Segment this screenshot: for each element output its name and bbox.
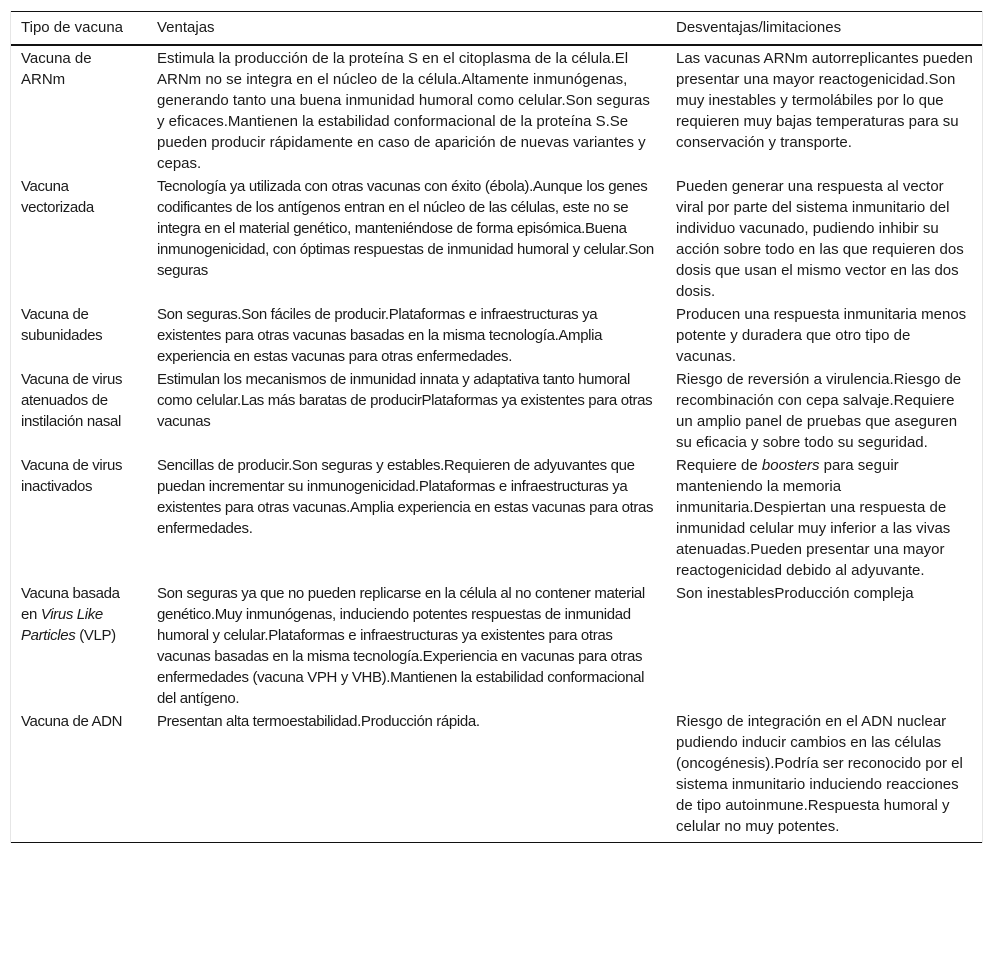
cell-vaccine-type bbox=[11, 581, 147, 709]
table-row-virus-atenuados bbox=[11, 367, 982, 453]
table-body bbox=[11, 45, 982, 843]
text-segment: Vacuna basada en bbox=[21, 585, 120, 623]
table-header bbox=[11, 12, 982, 46]
cell-vaccine-type: Vacuna de virus atenuados de instilación nasal bbox=[21, 371, 123, 430]
vaccine-comparison-table-container bbox=[10, 11, 983, 843]
table-row-arnm bbox=[11, 45, 982, 174]
cell-advantages: Estimulan los mecanismos de inmunidad innata y adaptativa tanto humoral como celular.Las más baratas de producirPlataformas ya existentes para otras vacunas bbox=[157, 371, 653, 430]
emphasis-boosters: boosters bbox=[761, 457, 820, 474]
cell-vaccine-type: Vacuna vectorizada bbox=[21, 178, 94, 216]
cell-advantages: Sencillas de producir.Son seguras y estables.Requieren de adyuvantes que puedan incrementar su inmunogenicidad.Plataformas e infraestructuras ya existentes para otras vacunas.Amplia experiencia en estas vacunas para otras enfermedades. bbox=[157, 457, 654, 537]
text-segment: Requiere de bbox=[676, 457, 762, 474]
header-vaccine-type: Tipo de vacuna bbox=[11, 12, 147, 46]
cell-disadvantages: Riesgo de reversión a virulencia.Riesgo de recombinación con cepa salvaje.Requiere un amplio panel de pruebas que aseguren su eficacia y sobre todo su seguridad. bbox=[676, 371, 962, 451]
cell-advantages: Tecnología ya utilizada con otras vacunas con éxito (ébola).Aunque los genes codificantes de los antígenos entran en el núcleo de las células, este no se integra en el material genético, manteniéndose de forma episómica.Buena inmunogenicidad, con óptimas respuestas de inmunidad humoral y celular.Son seguras bbox=[157, 178, 654, 279]
text-segment: para seguir manteniendo la memoria inmunitaria.Despiertan una respuesta de inmunidad celular muy inferior a las vivas atenuadas.Pueden presentar una mayor reactogenicidad debido al adyuvante. bbox=[676, 457, 951, 579]
emphasis-virus-like-particles: Virus Like Particles bbox=[21, 606, 103, 644]
cell-vaccine-type: Vacuna de ARNm bbox=[21, 50, 92, 88]
text-segment: (VLP) bbox=[75, 627, 116, 644]
cell-advantages: Estimula la producción de la proteína S en el citoplasma de la célula.El ARNm no se integra en el núcleo de la célula.Altamente inmunógenas, generando tanto una buena inmunidad humoral como celular.Son seguras y eficaces.Mantienen la estabilidad conformacional de la proteína S.Se pueden producir rápidamente en caso de aparición de nuevas variantes y cepas. bbox=[157, 50, 650, 172]
header-advantages: Ventajas bbox=[147, 12, 666, 46]
table-row-adn bbox=[11, 709, 982, 843]
cell-disadvantages: Riesgo de integración en el ADN nuclear pudiendo inducir cambios en las células (oncogénesis).Podría ser reconocido por el sistema inmunitario induciendo reacciones de tipo autoinmune.Respuesta humoral y celular no muy potentes. bbox=[666, 709, 982, 843]
cell-disadvantages: Pueden generar una respuesta al vector viral por parte del sistema inmunitario del individuo vacunado, pudiendo inhibir su acción sobre todo en las que requieren dos dosis que usan el mismo vector en las dos dosis. bbox=[676, 178, 964, 300]
table-row-vlp bbox=[11, 581, 982, 709]
table-row-vectorizada bbox=[11, 174, 982, 302]
cell-advantages: Presentan alta termoestabilidad.Producción rápida. bbox=[147, 709, 666, 843]
cell-vaccine-type: Vacuna de ADN bbox=[11, 709, 147, 843]
cell-vaccine-type: Vacuna de subunidades bbox=[21, 306, 103, 344]
cell-disadvantages: Son inestablesProducción compleja bbox=[676, 585, 914, 602]
cell-advantages: Son seguras.Son fáciles de producir.Plataformas e infraestructuras ya existentes para otras vacunas basadas en la misma tecnología.Amplia experiencia en estas vacunas para otras enfermedades. bbox=[157, 306, 603, 365]
cell-disadvantages: Las vacunas ARNm autorreplicantes pueden presentar una mayor reactogenicidad.Son muy inestables y termolábiles por lo que requieren muy bajas temperaturas para su conservación y transporte. bbox=[676, 50, 973, 151]
cell-disadvantages: Producen una respuesta inmunitaria menos potente y duradera que otro tipo de vacunas. bbox=[676, 306, 967, 365]
cell-disadvantages bbox=[666, 453, 982, 581]
table-row-subunidades bbox=[11, 302, 982, 367]
table-row-virus-inactivados bbox=[11, 453, 982, 581]
header-disadvantages: Desventajas/limitaciones bbox=[666, 12, 982, 46]
cell-vaccine-type: Vacuna de virus inactivados bbox=[21, 457, 123, 495]
header-row bbox=[11, 12, 982, 46]
vaccine-comparison-table bbox=[11, 11, 982, 843]
cell-advantages: Son seguras ya que no pueden replicarse en la célula al no contener material genético.Muy inmunógenas, induciendo potentes respuestas de inmunidad humoral y celular.Plataformas e infraestructuras ya existentes para otras vacunas basadas en la misma tecnología.Experiencia en vacunas para otras enfermedades (vacuna VPH y VHB).Mantienen la estabilidad conformacional del antígeno. bbox=[157, 585, 645, 707]
